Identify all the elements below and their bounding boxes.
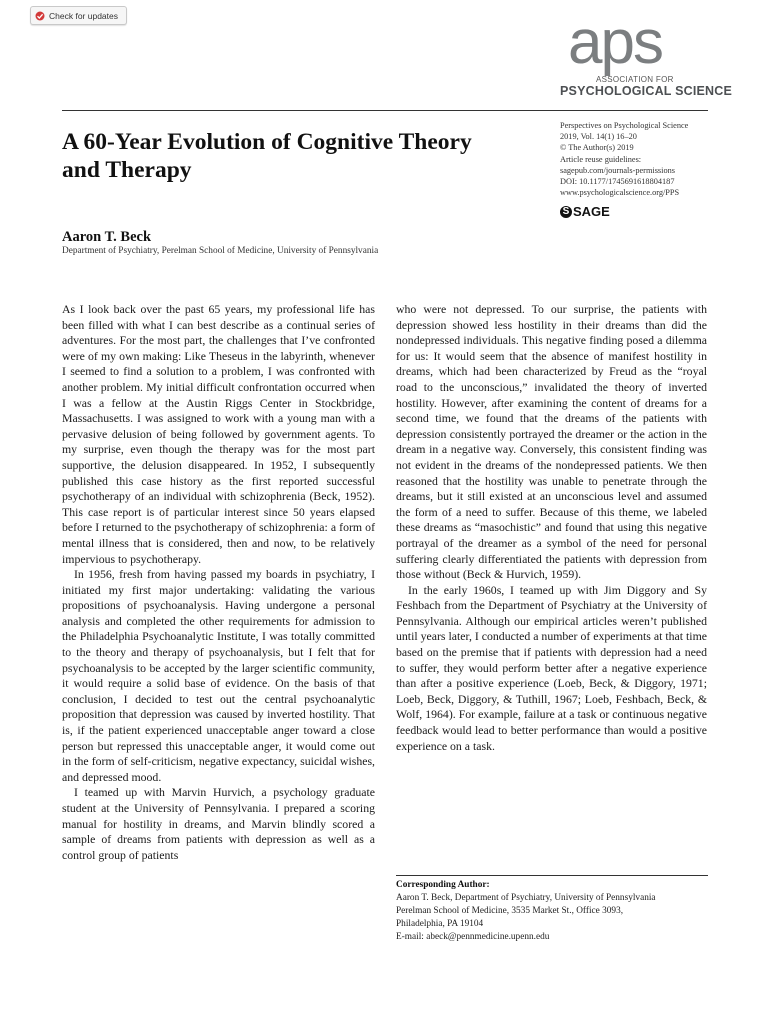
paragraph: In the early 1960s, I teamed up with Jim Diggory and Sy Feshbach from the Department of Psychiatry at the University of Pennsylvania. Although our empirical articles weren’t published until years later, I conducted a number of experiments at that time based on the premise that if patients with depression had a need to suffer, they would perform better after a negative experience than after a positive experience (Loeb, Beck, & Diggory, 1971; Loeb, Beck, Diggory, & Tuthill, 1967; Loeb, Feshbach, Beck, & Wolf, 1964). For example, failure at a task or continuous negative feedback would lead to better performance than would a positive experience on a task. — [396, 582, 707, 753]
corresponding-author-email[interactable]: E-mail: abeck@pennmedicine.upenn.edu — [396, 932, 550, 942]
corresponding-author-line: Aaron T. Beck, Department of Psychiatry, University of Pennsylvania — [396, 893, 656, 903]
journal-volume: 2019, Vol. 14(1) 16–20 — [560, 132, 637, 142]
body-column-right — [396, 302, 707, 754]
corresponding-author-block — [396, 879, 708, 944]
paragraph: I teamed up with Marvin Hurvich, a psychology graduate student at the University of Pennsylvania. I prepared a scoring manual for hostility in dreams, and Marvin blindly scored a sample of dreams from patients with depression as well as a control group of patients — [62, 785, 375, 862]
aps-logo-line1: ASSOCIATION FOR — [596, 75, 674, 84]
corresponding-author-heading: Corresponding Author: — [396, 880, 490, 890]
sage-wordmark: SAGE — [573, 204, 610, 219]
check-for-updates-button[interactable] — [30, 6, 127, 25]
paragraph: As I look back over the past 65 years, my professional life has been filled with what I can best describe as a continual series of adventures. For the most part, the challenges that I’ve confronted were of my own making: Like Theseus in the labyrinth, whenever I seemed to find a solution to a problem, I was confronted with another problem. My initial difficult confrontation occurred when I was a fellow at the Austin Riggs Center in Stockbridge, Massachusetts. I was assigned to work with a young man with a pervasive delusion of being followed by government agents. To my surprise, even though the therapy was for the most part supportive, the delusion disappeared. In 1952, I subsequently published this case history as the first reported successful psychotherapy of an individual with schizophrenia (Beck, 1952). This case report is of particular interest since 50 years elapsed before I returned to the psychotherapy of schizophrenia: a form of mental illness that is considered, then and now, to be relatively impervious to psychotherapy. — [62, 302, 375, 566]
sage-logo — [560, 204, 610, 219]
corresponding-author-line: Philadelphia, PA 19104 — [396, 919, 484, 929]
crossmark-icon — [35, 11, 45, 21]
aps-logo: aps — [568, 8, 662, 77]
author-name: Aaron T. Beck — [62, 229, 152, 245]
permissions-link[interactable]: sagepub.com/journals-permissions — [560, 165, 675, 175]
journal-meta — [560, 120, 720, 198]
footnote-rule — [396, 875, 708, 876]
check-for-updates-label: Check for updates — [49, 10, 118, 21]
reuse-guidelines-label: Article reuse guidelines: — [560, 154, 642, 164]
header-rule — [62, 110, 708, 111]
corresponding-author-line: Perelman School of Medicine, 3535 Market St., Office 3093, — [396, 906, 624, 916]
doi-link[interactable]: DOI: 10.1177/1745691618804187 — [560, 177, 675, 187]
aps-logo-line2: PSYCHOLOGICAL SCIENCE — [560, 84, 733, 98]
body-column-left — [62, 302, 375, 863]
sage-symbol: S — [560, 206, 572, 218]
article-title: A 60-Year Evolution of Cognitive Theory and Therapy — [62, 129, 472, 183]
author-affiliation: Department of Psychiatry, Perelman School of Medicine, University of Pennsylvania — [62, 246, 379, 256]
paragraph: In 1956, fresh from having passed my boards in psychiatry, I initiated my first major undertaking: validating the various propositions of psychoanalysis. Having undergone a personal analysis and completed the other requirements for admission to the Philadelphia Psychoanalytic Institute, I was totally committed to the theory and therapy of psychoanalysis, but I felt that for psychoanalysis to be accepted by the larger scientific community, it would require a solid base of evidence. On the basis of that conclusion, I decided to test out the central psychoanalytic proposition that depression was caused by inverted hostility. That is, if the patient experienced unacceptable anger toward a close person but repressed this unacceptable anger, it would come out in the form of self-criticism, negative expectancy, suicidal wishes, and depressed mood. — [62, 567, 375, 784]
journal-website-link[interactable]: www.psychologicalscience.org/PPS — [560, 188, 680, 198]
paragraph: who were not depressed. To our surprise, the patients with depression showed less hostility in their dreams than did the nondepressed individuals. This negative finding posed a dilemma for us: It would seem that the absence of manifest hostility in dreams, which had been characterized by Freud as the “royal road to the unconscious,” invalidated the theory of inverted hostility. However, after examining the content of dreams for a second time, we found that the dreams of the patients with depression consistently portrayed the dreamer or the action in the dream in a negative way. Conversely, this consistent finding was not evident in the dreams of the nondepressed patients. We then reasoned that the hostility was unable to penetrate through the dreams, but it still existed at an unconscious level and assumed the form of a need to suffer. Because of this theme, we labeled these dreams as “masochistic” and found that using this negative portrayal of the dreamer as a symbol of the need for personal suffering clearly differentiated the patients with depression from those without (Beck & Hurvich, 1959). — [396, 302, 707, 582]
journal-copyright: © The Author(s) 2019 — [560, 143, 634, 153]
journal-name: Perspectives on Psychological Science — [560, 121, 689, 130]
